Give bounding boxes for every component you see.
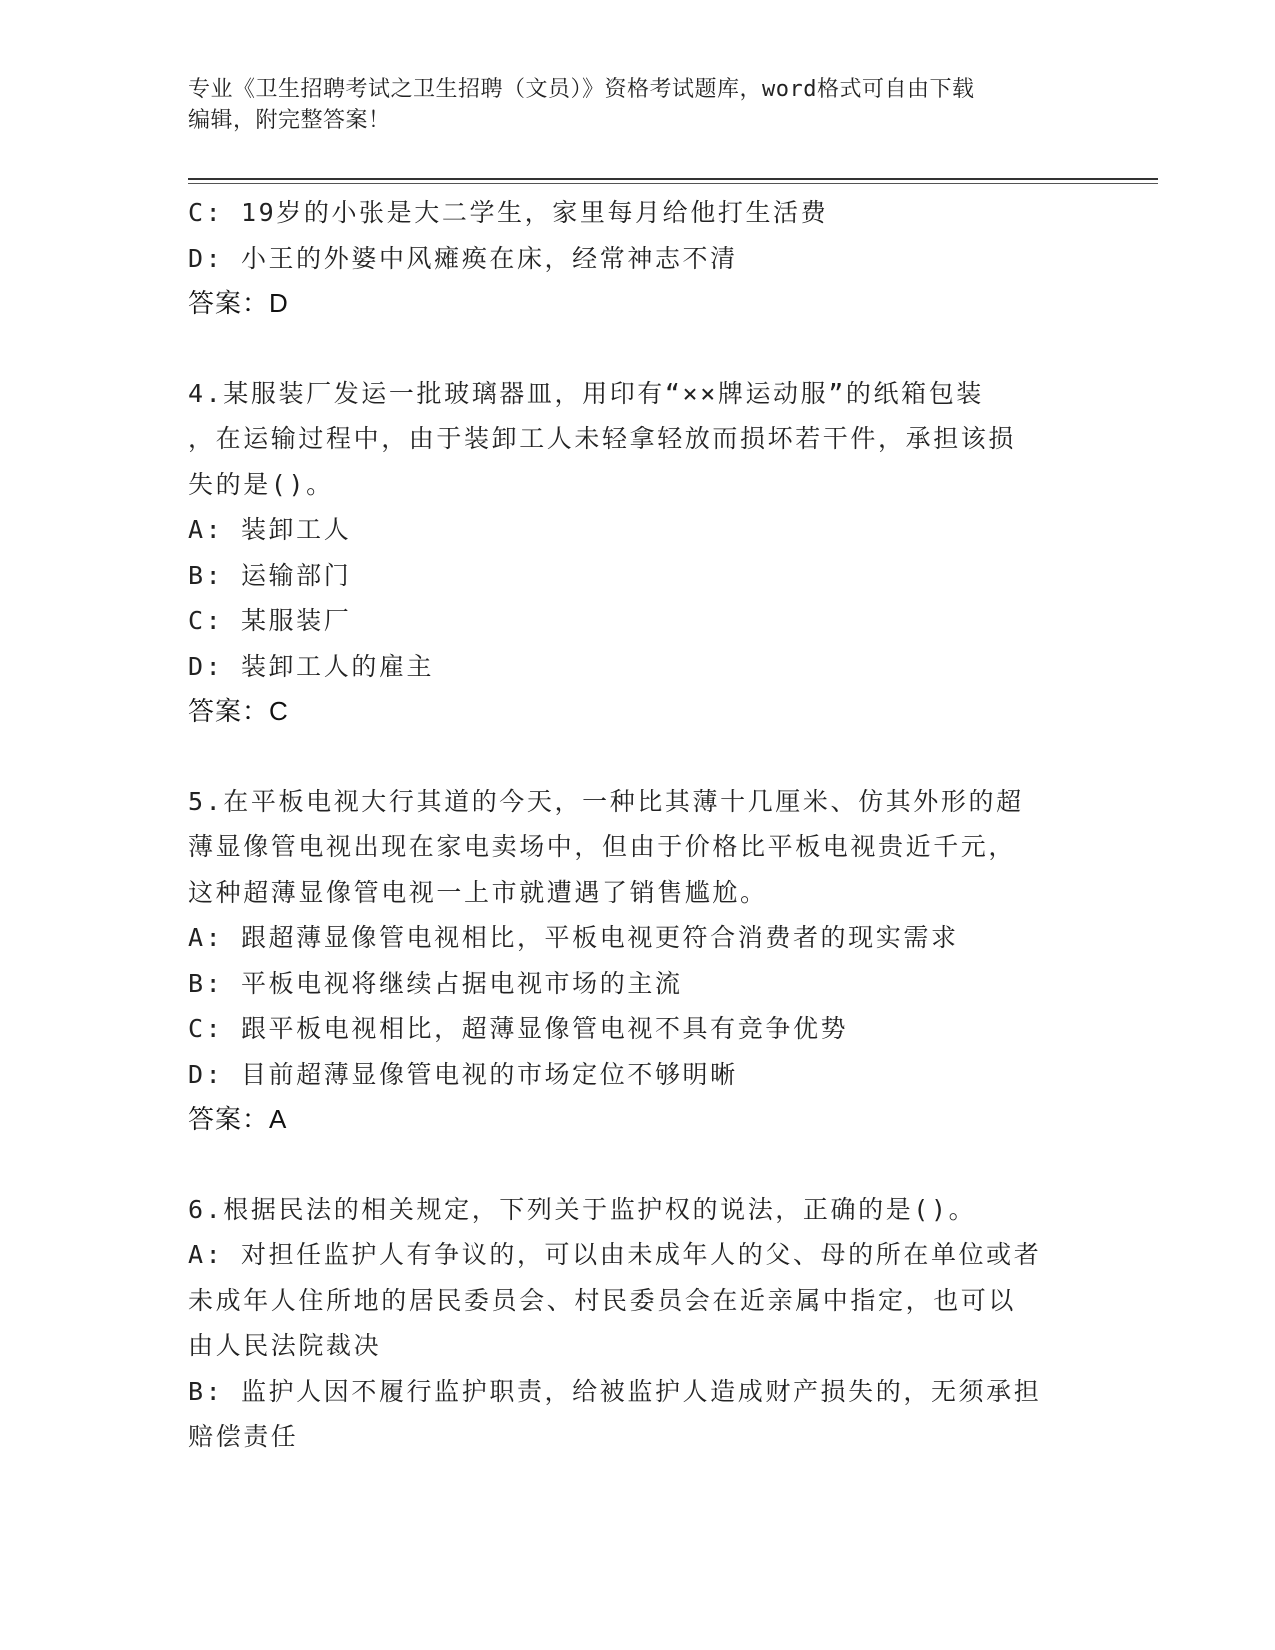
q4-option-d: D: 装卸工人的雇主 [188, 651, 435, 681]
q4-stem-line-1: 4.某服装厂发运一批玻璃器皿，用印有“××牌运动服”的纸箱包装 [188, 378, 984, 408]
question-list [188, 190, 1088, 1460]
question-5 [188, 779, 1088, 1143]
q6-option-b-line-2: 赔偿责任 [188, 1422, 299, 1451]
header-divider-thick [188, 178, 1158, 180]
question-4 [188, 371, 1088, 735]
q3-answer: 答案：D [188, 288, 289, 318]
question-3 [188, 190, 1088, 327]
q4-option-c: C: 某服装厂 [188, 606, 352, 635]
q5-option-c: C: 跟平板电视相比，超薄显像管电视不具有竞争优势 [188, 1014, 849, 1043]
q4-option-b: B: 运输部门 [188, 560, 352, 590]
document-header [188, 74, 1088, 136]
spacer [188, 327, 1088, 371]
q4-stem-line-2: ，在运输过程中，由于装卸工人未轻拿轻放而损坏若干件，承担该损 [188, 424, 1017, 453]
question-6 [188, 1187, 1088, 1460]
q4-stem-line-3: 失的是()。 [188, 469, 334, 499]
header-title-line-1: 专业《卫生招聘考试之卫生招聘（文员）》资格考试题库，word格式可自由下载 [188, 77, 975, 102]
q6-option-b-line-1: B: 监护人因不履行监护职责，给被监护人造成财产损失的，无须承担 [188, 1376, 1042, 1406]
q4-option-a: A: 装卸工人 [188, 515, 352, 544]
q3-option-d: D: 小王的外婆中风瘫痪在床，经常神志不清 [188, 243, 738, 273]
header-divider-thin [188, 183, 1158, 184]
spacer [188, 735, 1088, 779]
header-title-line-2: 编辑，附完整答案！ [188, 108, 391, 133]
q5-stem-line-2: 薄显像管电视出现在家电卖场中，但由于价格比平板电视贵近千元， [188, 832, 1017, 861]
q6-option-a-line-2: 未成年人住所地的居民委员会、村民委员会在近亲属中指定，也可以 [188, 1285, 1017, 1315]
q5-option-b: B: 平板电视将继续占据电视市场的主流 [188, 968, 683, 998]
q6-option-a-line-1: A: 对担任监护人有争议的，可以由未成年人的父、母的所在单位或者 [188, 1240, 1042, 1269]
q5-option-a: A: 跟超薄显像管电视相比，平板电视更符合消费者的现实需求 [188, 923, 959, 952]
q6-stem-line-1: 6.根据民法的相关规定，下列关于监护权的说法，正确的是()。 [188, 1194, 977, 1224]
q6-option-a-line-3: 由人民法院裁决 [188, 1331, 382, 1360]
q4-answer: 答案：C [188, 696, 289, 726]
q5-stem-line-1: 5.在平板电视大行其道的今天，一种比其薄十几厘米、仿其外形的超 [188, 786, 1024, 816]
q5-stem-line-3: 这种超薄显像管电视一上市就遭遇了销售尴尬。 [188, 877, 768, 907]
q5-option-d: D: 目前超薄显像管电视的市场定位不够明晰 [188, 1059, 738, 1089]
q3-option-c: C: 19岁的小张是大二学生，家里每月给他打生活费 [188, 198, 829, 227]
q5-answer: 答案：A [188, 1104, 288, 1134]
spacer [188, 1143, 1088, 1187]
